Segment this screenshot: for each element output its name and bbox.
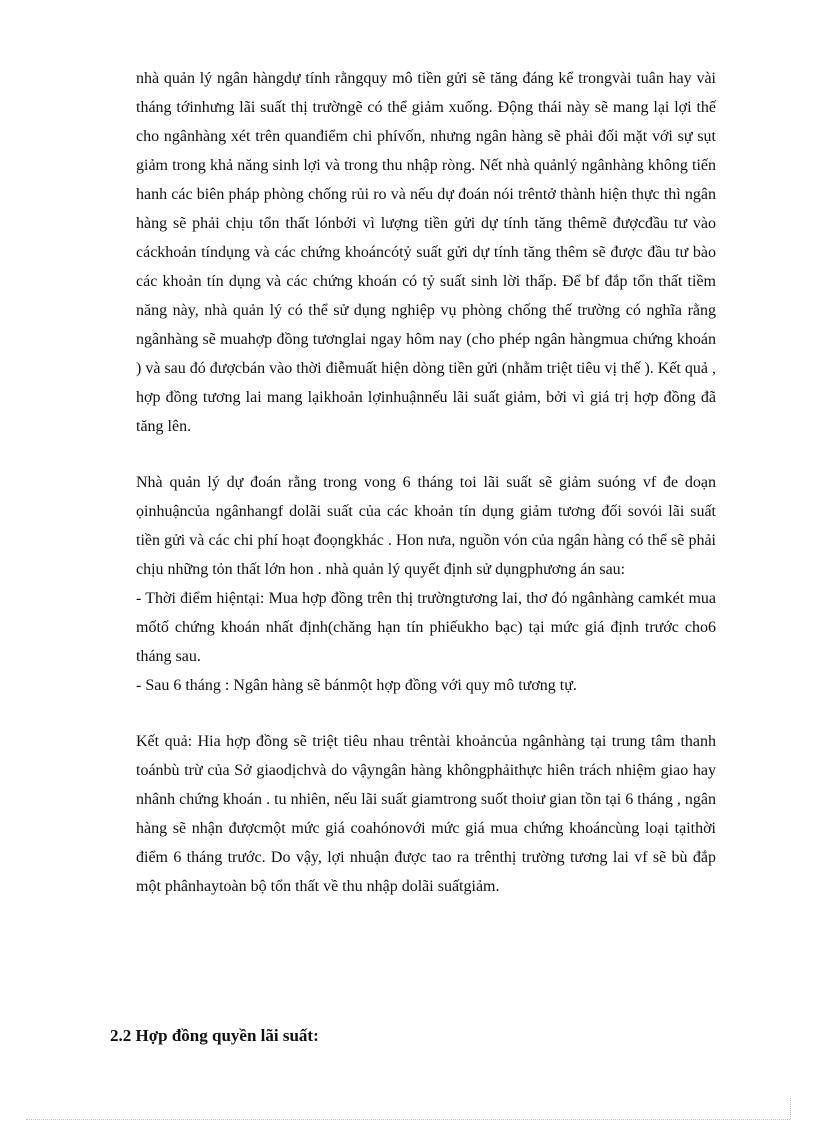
paragraph-3: Kết quả: Hia hợp đồng sẽ triệt tiêu nhau trêntài khoảncủa ngânhàng tại trung tâm thanh toánbù trừ của Sở giaodịchvà do vậyngân hàng khôngphảithực hiên trách nhiệm giao hay nhânh chứng khoán . tu nhiên, nếu lãi suất giamtrong suốt thoiư gian tồn tại 6 tháng , ngân hàng sẽ nhận đượcmột mức giá coahónovới mức giá mua chứng khoáncùng loại tạithời điểm 6 tháng trước. Do vậy, lợi nhuận được tao ra trênthị trường tương lai vf sẽ bù đắp một phânhaytoàn bộ tổn thất về thu nhập dolãi suấtgiảm. (136, 733, 716, 895)
page-border-bottom (26, 1119, 790, 1120)
bullet-list (136, 584, 716, 700)
section-heading: 2.2 Hợp đồng quyền lãi suất: (110, 1026, 319, 1045)
bullet-item-2: - Sau 6 tháng : Ngân hàng sẽ bánmột hợp đồng với quy mô tương tự. (136, 677, 577, 694)
paragraph-2: Nhà quản lý dự đoán rằng trong vong 6 tháng toi lãi suất sẽ giảm suóng vf đe doạn ọinhuậncủa ngânhangf dolãi suất của các khoản tín dụng giảm tương đối sovói lãi suất tiền gửi và các chi phí hoạt đoọngkhác . Hon nưa, nguồn vón của ngân hàng có thể sẽ phải chịu những tỏn thất lớn hon . nhà quản lý quyết định sử dụngphương án sau: (136, 474, 716, 578)
document-body (136, 64, 716, 928)
page-border-corner (790, 1098, 791, 1119)
paragraph-1: nhà quản lý ngân hàngdự tính rằngquy mô tiền gửi sẽ tăng đáng kể trongvài tuân hay vài tháng tớinhưng lãi suất thị trườngẽ có thể giảm xuống. Động thái này sẽ mang lại lợi thế cho ngânhàng xét trên quanđiểm chi phívốn, nhưng ngân hàng sẽ phải đối mặt với sự sụt giảm trong khả năng sinh lợi và trong thu nhập ròng. Nết nhà quảnlý ngânhàng không tiến hanh các biên pháp phòng chống rủi ro và nếu dự đoán nói trêntở thành hiện thực thì ngân hàng sẽ phải chịu tổn thất lónbởi vì lượng tiền gửi dự tính tăng thêmẽ đượcđầu tư vào cáckhoản tíndụng và các chứng khoáncótỷ suất gửi dự tính tăng thêm sẽ được đầu tư bào các khoản tín dụng và các chứng khoán có tỷ suất sinh lời thấp. Để bf đắp tổn thất tiềm năng này, nhà quản lý có thể sử dụng nghiệp vụ phòng chống thế trường có nghĩa rằng ngânhàng sẽ muahợp đồng tươnglai ngay hôm nay (cho phép ngân hàngmua chứng khoán ) và sau đó đượcbán vào thời điễmuất hiện dòng tiền gửi (nhằm triệt tiêu vị thế ). Kết quả , hợp đồng tương lai mang lạikhoản lợinhuậnnếu lãi suất giảm, bởi vì giá trị hợp đồng đã tăng lên. (136, 70, 716, 435)
bullet-item-1: - Thời điểm hiệntại: Mua hợp đồng trên thị trườngtương lai, thơ đó ngânhàng camkét mua mốtố chứng khoán nhất định(chăng hạn tín phiếukho bạc) tại mức giá định trước cho6 tháng sau. (136, 590, 716, 665)
